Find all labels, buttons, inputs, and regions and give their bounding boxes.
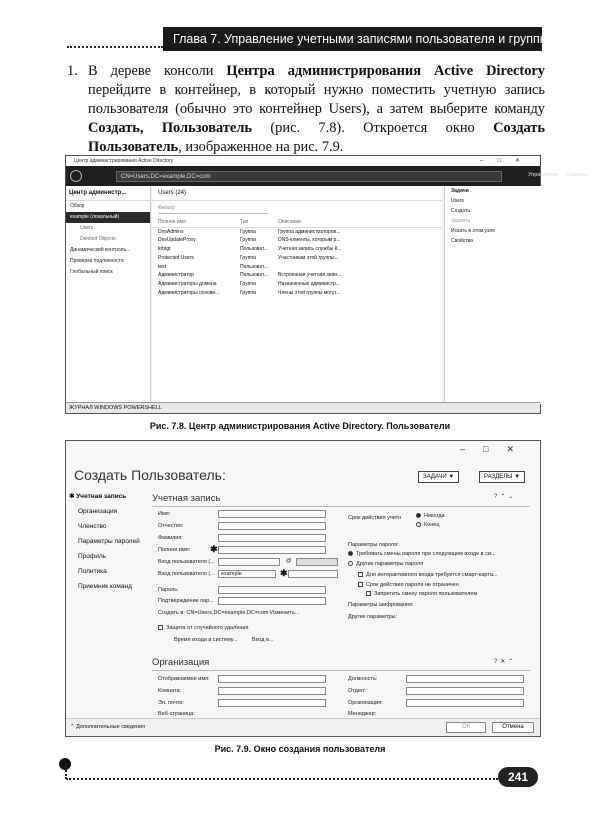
cell: DnsUpdateProxy <box>158 237 196 244</box>
sam-input[interactable] <box>288 570 338 578</box>
dialog-title: Создать Пользователь: <box>74 467 226 483</box>
display-name-label: Отображаемое имя: <box>158 676 210 682</box>
powershell-history-bar[interactable]: ЖУРНАЛ WINDOWS POWERSHELL <box>66 402 540 413</box>
job-title-label: Должность: <box>348 676 378 682</box>
required-icon: ✱ <box>210 544 218 554</box>
logon-to-link[interactable]: Вход в... <box>252 637 274 643</box>
task-delete[interactable]: Удалить <box>451 218 471 224</box>
required-icon: ✱ <box>69 493 75 500</box>
column-header[interactable]: Полное имя <box>158 219 186 225</box>
address-bar <box>66 166 588 186</box>
cell: Администратор <box>158 272 195 279</box>
section-divider <box>152 506 530 507</box>
footer-rule <box>66 778 498 780</box>
text-run: перейдите в контейнер, в который нужно поместить учетную запись пользователя (обычно это контейнер Users), а затем выберите команду <box>88 82 545 117</box>
job-title-input[interactable] <box>406 675 524 683</box>
smartcard-label: Для интерактивного входа требуется смарт-карта... <box>366 572 498 578</box>
nav-header: Центр администр... <box>66 186 150 201</box>
encryption-label[interactable]: Параметры шифрования: <box>348 602 414 608</box>
manage-menu[interactable]: Управление <box>528 172 559 178</box>
password-input[interactable] <box>218 586 326 594</box>
webpage-label: Веб-страница: <box>158 711 195 717</box>
nav-silo[interactable]: Приемник команд <box>78 583 132 590</box>
require-change-label: Требовать смены пароля при следующем входе в си... <box>356 551 496 557</box>
display-name-input[interactable] <box>218 675 326 683</box>
sam-label: Вход пользователя (... <box>158 571 215 577</box>
sections-label: РАЗДЕЛЫ <box>484 474 513 480</box>
cell: Учетная запись службы К... <box>278 246 342 253</box>
cell: Члены этой группы могут... <box>278 289 341 296</box>
path-field[interactable]: CN=Users,DC=example,DC=com <box>116 171 502 182</box>
section-controls[interactable]: ?✕⌃ <box>494 659 517 665</box>
upn-domain-select[interactable] <box>296 558 338 566</box>
tasks-label: ЗАДАЧИ <box>423 474 447 480</box>
ok-button[interactable]: ОК <box>446 722 486 733</box>
create-in-value: CN=Users,DC=example,DC=com <box>186 610 269 616</box>
full-name-label: Полное имя: <box>158 547 191 553</box>
change-link[interactable]: Изменить... <box>270 610 300 616</box>
manager-label: Менеджер: <box>348 711 377 717</box>
chevron-up-icon: ⌃ <box>70 724 75 730</box>
table-row[interactable] <box>152 271 442 280</box>
email-label: Эл. почта: <box>158 700 184 706</box>
password-params-label: Параметры пароля: <box>348 542 399 548</box>
users-list-pane <box>152 186 442 404</box>
cell: Администраторы домена <box>158 280 217 287</box>
figure-caption-7-9: Рис. 7.9. Окно создания пользователя <box>214 744 386 754</box>
column-header[interactable]: Описание <box>278 219 302 225</box>
required-icon: ✱ <box>280 568 288 578</box>
confirm-password-label: Подтверждение пар... <box>158 598 214 604</box>
nav-account-label: Учетная запись <box>76 493 127 500</box>
section-controls[interactable]: ?⌃⌄ <box>494 494 517 500</box>
radio <box>348 561 353 566</box>
nav-item-users[interactable]: Users <box>80 225 94 231</box>
nav-item-deleted[interactable]: Deleted Objects <box>80 236 116 242</box>
cell: test <box>158 263 167 270</box>
column-headers <box>152 218 442 228</box>
end-radio[interactable] <box>416 522 440 528</box>
cancel-button[interactable]: Отмена <box>492 722 534 733</box>
never-label: Никогда <box>424 513 445 519</box>
last-name-input[interactable] <box>218 534 326 542</box>
cell: Protected Users <box>158 254 194 261</box>
org-section-title: Организация <box>152 657 210 668</box>
tasks-subheader: Users <box>451 198 465 204</box>
window-title: Центр администрирования Active Directory <box>66 156 540 166</box>
other-password-label: Другие параметры пароля <box>356 561 424 567</box>
task-search-here[interactable]: Искать в этом узле <box>451 228 496 234</box>
header-rule <box>67 46 163 48</box>
tasks-pane <box>444 186 542 404</box>
radio <box>348 551 353 556</box>
protect-checkbox[interactable] <box>158 625 248 631</box>
cell: Пользоват... <box>240 272 268 279</box>
never-expires-checkbox[interactable] <box>358 582 459 588</box>
email-input[interactable] <box>218 699 326 707</box>
upn-input[interactable] <box>218 558 280 566</box>
page-number: 241 <box>498 767 538 787</box>
cell: Пользоват... <box>240 263 268 270</box>
cell: Назначенные администр... <box>278 280 340 287</box>
at-icon: @ <box>286 558 292 564</box>
footer-rule-vertical <box>65 763 67 779</box>
checkbox <box>366 591 371 596</box>
cell: Пользоват... <box>240 246 268 253</box>
never-radio[interactable] <box>416 513 445 519</box>
table-row[interactable] <box>152 254 442 263</box>
users-title: Users (24) <box>152 186 442 201</box>
task-create[interactable]: Создать <box>451 208 471 214</box>
expiry-label: Срок действия учетн <box>348 515 402 521</box>
table-row[interactable] <box>152 236 442 245</box>
logon-hours-link[interactable]: Время входа в систему... <box>174 637 238 643</box>
bold-run: Центра администрирования Active Directory <box>226 63 545 79</box>
table-row[interactable] <box>152 245 442 254</box>
cell: DNS-клиенты, которым р... <box>278 237 341 244</box>
last-name-label: Фамилия: <box>158 535 183 541</box>
window-controls[interactable]: –□✕ <box>480 158 534 164</box>
nav-organization[interactable]: Организация <box>78 508 118 515</box>
table-row[interactable] <box>152 289 442 298</box>
account-section-title: Учетная запись <box>152 493 221 504</box>
bold-run: Создать Пользователь <box>88 120 545 155</box>
password-label: Пароль: <box>158 587 179 593</box>
nav-item-overview[interactable]: Обзор <box>70 203 85 209</box>
nav-item-global-search[interactable]: Глобальный поиск <box>70 269 113 275</box>
cell: DnsAdmins <box>158 228 184 235</box>
text-run: , изображенное на рис. 7.9. <box>178 139 344 155</box>
office-input[interactable] <box>218 687 326 695</box>
cell: krbtgt <box>158 246 171 253</box>
table-row[interactable] <box>152 263 442 272</box>
full-name-input[interactable] <box>218 546 326 554</box>
window-controls[interactable]: –□✕ <box>460 444 532 454</box>
checkbox <box>158 625 163 630</box>
step-number: 1. <box>67 63 78 79</box>
require-change-radio[interactable] <box>348 551 496 557</box>
radio <box>416 522 421 527</box>
ad-admin-center-screenshot <box>65 155 588 414</box>
nav-profile[interactable]: Профиль <box>78 553 107 560</box>
create-in-label: Создать в: <box>158 610 185 616</box>
nav-item-auth[interactable]: Проверка подлинности <box>70 258 124 264</box>
filter-input[interactable]: Фильтр <box>158 205 268 214</box>
nav-item-dac[interactable]: Динамический контроль... <box>70 247 131 253</box>
chevron-down-icon: ▼ <box>448 474 455 480</box>
nav-policy[interactable]: Политика <box>78 568 107 575</box>
cell <box>278 263 388 272</box>
never-expires-label: Срок действия пароля не ограничен <box>366 582 459 588</box>
cell: Группа администраторов... <box>278 228 341 235</box>
other-password-radio[interactable] <box>348 561 423 567</box>
upn-label: Вход пользователя (... <box>158 559 215 565</box>
help-menu[interactable]: Справка <box>566 172 588 178</box>
section-divider <box>152 670 530 671</box>
middle-name-input[interactable] <box>218 522 326 530</box>
navigation-pane <box>66 186 151 404</box>
chevron-down-icon: ▼ <box>514 474 521 480</box>
text-run: (рис. 7.8). Откроется окно <box>252 120 494 136</box>
table-row[interactable] <box>152 280 442 289</box>
create-in-row <box>158 610 299 616</box>
first-name-input[interactable] <box>218 510 326 518</box>
more-info-toggle[interactable] <box>70 724 145 730</box>
checkbox <box>358 582 363 587</box>
cell: Участникам этой группы... <box>278 254 339 261</box>
tasks-header: Задачи <box>451 188 469 194</box>
first-name-label: Имя: <box>158 511 171 517</box>
cell: Группа <box>240 289 256 296</box>
step-paragraph <box>67 62 545 157</box>
cell: Встроенная учетная запи... <box>278 272 342 279</box>
create-user-dialog-screenshot <box>65 440 541 737</box>
checkbox <box>358 572 363 577</box>
nav-membership[interactable]: Членство <box>78 523 107 530</box>
task-properties[interactable]: Свойства <box>451 238 473 244</box>
smartcard-checkbox[interactable] <box>358 572 497 578</box>
department-input[interactable] <box>406 687 524 695</box>
cell: Группа <box>240 280 256 287</box>
back-icon[interactable] <box>70 170 82 182</box>
chapter-header: Глава 7. Управление учетными записями пользователя и группы <box>163 27 542 51</box>
more-info-label: Дополнительные сведения <box>76 724 146 730</box>
nav-item-domain[interactable]: example (локальный) <box>66 212 150 223</box>
cell: Группа <box>240 254 256 261</box>
nav-account[interactable] <box>66 489 144 504</box>
cell: Группа <box>240 237 256 244</box>
figure-caption-7-8: Рис. 7.8. Центр администрирования Active Directory. Пользователи <box>149 421 451 431</box>
other-params-label[interactable]: Другие параметры: <box>348 614 398 620</box>
nav-password-settings[interactable]: Параметры паролей <box>78 538 140 545</box>
section-nav <box>66 489 144 594</box>
protect-label: Защита от случайного удаления <box>166 625 249 631</box>
confirm-password-input[interactable] <box>218 597 326 605</box>
sam-domain: example <box>218 570 276 578</box>
cell: Администраторы основн... <box>158 289 220 296</box>
department-label: Отдел: <box>348 688 366 694</box>
tasks-dropdown[interactable] <box>418 471 459 483</box>
middle-name-label: Отчество: <box>158 523 184 529</box>
company-input[interactable] <box>406 699 524 707</box>
table-row[interactable] <box>152 228 442 237</box>
column-header[interactable]: Тип <box>240 219 249 225</box>
radio <box>416 513 421 518</box>
cannot-change-label: Запретить смену пароля пользователем <box>374 591 478 597</box>
step-text <box>88 62 545 157</box>
company-label: Организация: <box>348 700 383 706</box>
cannot-change-checkbox[interactable] <box>366 591 477 597</box>
dialog-footer <box>66 718 540 736</box>
bold-run: Создать, Пользователь <box>88 120 253 136</box>
office-label: Комната: <box>158 688 182 694</box>
end-label: Конец <box>424 522 440 528</box>
sections-dropdown[interactable] <box>479 471 525 483</box>
text-run: В дереве консоли <box>88 63 227 79</box>
cell: Группа <box>240 228 256 235</box>
